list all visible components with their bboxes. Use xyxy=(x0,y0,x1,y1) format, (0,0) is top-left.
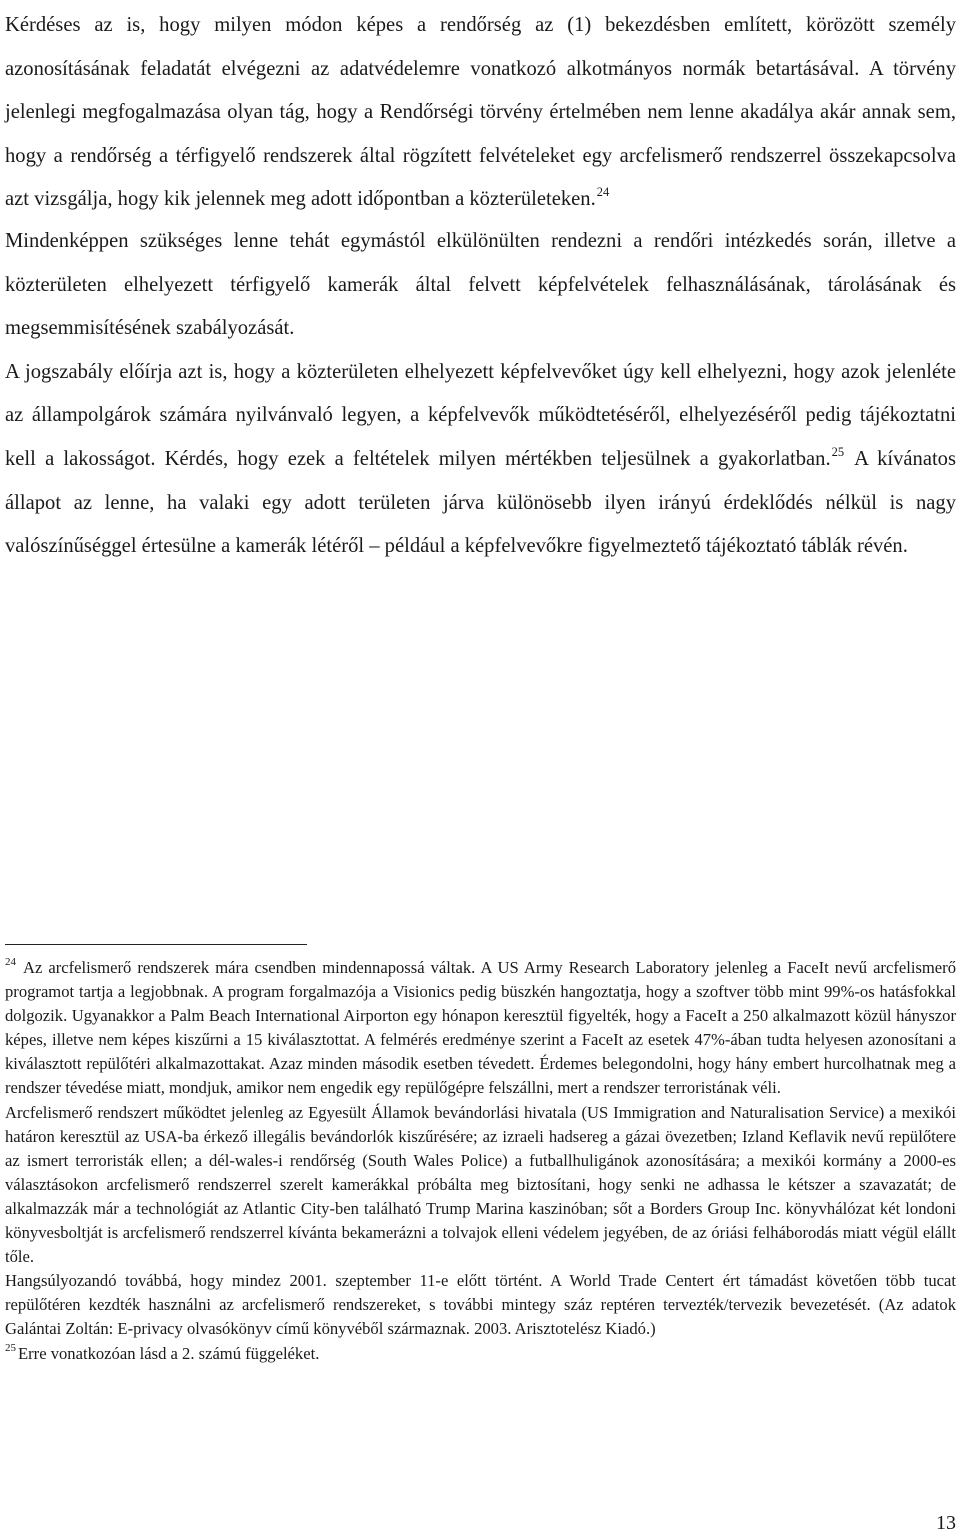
paragraph-1-text: Kérdéses az is, hogy milyen módon képes a rendőrség az (1) bekezdésben említett, körözött személy azonosításának feladatát elvégezni az adatvédelemre vonatkozó alkotmányos normák betartásával. A törvény jelenlegi megfogalmazása olyan tág, hogy a Rendőrségi törvény értelmében nem lenne akadálya akár annak sem, hogy a rendőrség a térfigyelő rendszerek által rögzített felvételeket egy arcfelismerő rendszerrel összekapcsolva azt vizsgálja, hogy kik jelennek meg adott időpontban a közterületeken. xyxy=(5,14,956,211)
footnote-24-para-3: Hangsúlyozandó továbbá, hogy mindez 2001. szeptember 11-e előtt történt. A World Trade Centert ért támadást követően több tucat repülőtéren kezdték használni az arcfelismerő rendszereket, s további mintegy száz reptéren tervezték/tervezik bevezetését. (Az adatok Galántai Zoltán: E-privacy olvasókönyv című könyvéből származnak. 2003. Arisztotelész Kiadó.) xyxy=(5,1271,956,1339)
paragraph-3-text-a: A jogszabály előírja azt is, hogy a közterületen elhelyezett képfelvevőket úgy kell elhelyezni, hogy azok jelenléte az állampolgárok számára nyilvánvaló legyen, a képfelvevők működtetéséről, elhelyezéséről pedig tájékoztatni kell a lakosságot. Kérdés, hogy ezek a feltételek milyen mértékben teljesülnek a gyakorlatban. xyxy=(5,360,956,470)
main-text xyxy=(5,4,956,569)
footnote-24-number: 24 xyxy=(5,956,16,969)
footnotes xyxy=(5,956,956,1366)
paragraph-1 xyxy=(5,4,956,222)
paragraph-2: Mindenképpen szükséges lenne tehát egymástól elkülönülten rendezni a rendőri intézkedés során, illetve a közterületen elhelyezett térfigyelő kamerák által felvett képfelvételek felhasználásának, tárolásának és megsemmisítésének szabályozását. xyxy=(5,229,956,340)
footnote-separator xyxy=(5,944,307,945)
footnote-25 xyxy=(5,1342,956,1366)
footnote-ref-25[interactable]: 25 xyxy=(831,444,845,459)
footnote-25-text: Erre vonatkozóan lásd a 2. számú függeléket. xyxy=(18,1343,320,1363)
footnote-25-number: 25 xyxy=(5,1341,16,1354)
footnote-ref-24[interactable]: 24 xyxy=(596,185,610,199)
footnote-24-para-1 xyxy=(5,956,956,1101)
footnote-24-para-2: Arcfelismerő rendszert működtet jelenleg az Egyesült Államok bevándorlási hivatala (US Immigration and Naturalisation Service) a mexikói határon keresztül az USA-ba érkező illegális bevándorlók kiszűrésére; az izraeli hadsereg a gázai övezetben; Izland Keflavik nevű repülőtere az ismert terroristák ellen; a dél-wales-i rendőrség (South Wales Police) a futballhuligánok azonosítására; a mexikói kormány a 2000-es választásokon arcfelismerő rendszerrel szerelt kamerákkal próbálta meg biztosítani, hogy senki ne adhassa le kétszer a szavazatát; de alkalmazzák már a technológiát az Atlantic City-ben található Trump Marina kaszinóban; sőt a Borders Group Inc. könyvhálózat két londoni könyvesboltját is arcfelismerő rendszerrel kívánta bekamerázni a tolvajok elleni védelem jegyében, de az óriási felháborodás miatt végül elállt tőle. xyxy=(5,1102,956,1267)
paragraph-3 xyxy=(5,351,956,569)
paragraph-3-text-b: A kívánatos állapot az lenne, ha valaki egy adott területen járva különösebb ilyen irányú érdeklődés nélkül is nagy valószínűséggel értesülne a kamerák létéről – például a képfelvevőkre figyelmeztető tájékoztató táblák révén. xyxy=(5,447,956,558)
footnote-24-text-1: Az arcfelismerő rendszerek mára csendben mindennapossá váltak. A US Army Research Laboratory jelenleg a FaceIt nevű arcfelismerő programot tartja a legjobbnak. A program forgalmazója a Visionics pedig büszkén hangoztatja, hogy a szoftver több mint 99%-os hatásfokkal dolgozik. Ugyanakkor a Palm Beach International Airporton egy hónapon keresztül figyelték, hogy a FaceIt a 250 alkalmazott közül hányszor képes, illetve nem képes kiszűrni a 15 kiválasztottat. A felmérés eredménye szerint a FaceIt az esetek 47%-ában tudta helyesen azonosítani a kiválasztott repülőtéri alkalmazottakat. Azaz minden második esetben tévedett. Érdemes belegondolni, hogy hány embert hurcolhatnak meg a rendszer tévedése miatt, mondjuk, amikor nem engedik egy repülőgépre felszállni, mert a rendszer terroristának véli. xyxy=(5,958,956,1098)
page-number: 13 xyxy=(936,1512,956,1534)
document-page xyxy=(5,0,956,1536)
